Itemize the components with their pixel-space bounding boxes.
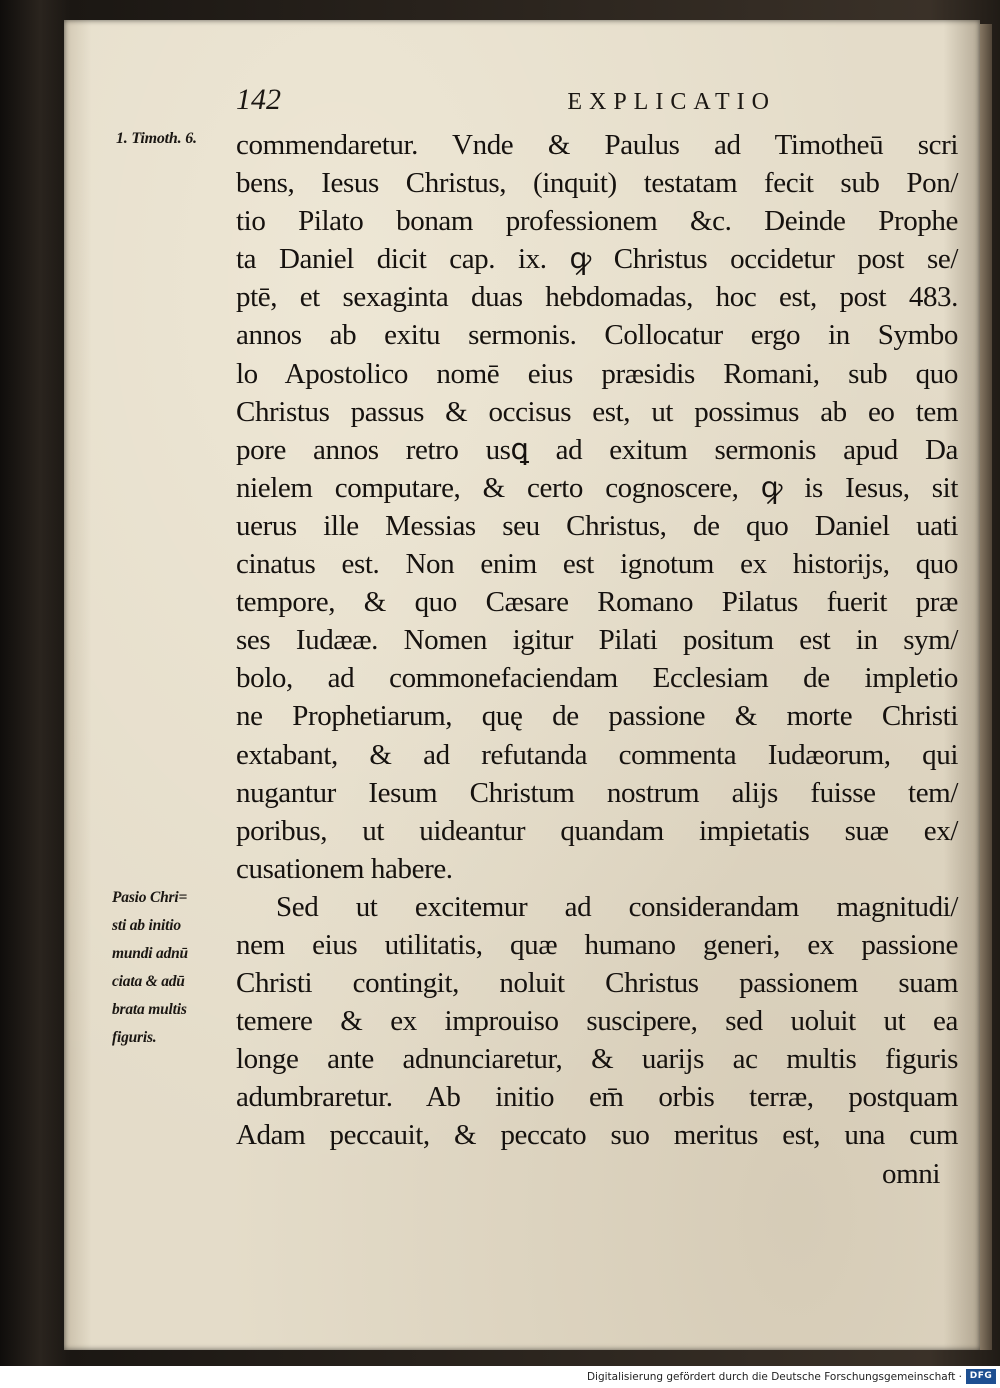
text-line: pore annos retro usꝗ ad exitum sermonis apud Da	[236, 433, 958, 466]
text-line: tempore, & quo Cæsare Romano Pilatus fuerit præ	[236, 586, 958, 619]
page-number: 142	[236, 83, 281, 116]
dfg-logo-icon: DFG	[966, 1369, 996, 1384]
main-text-block	[236, 126, 958, 1193]
text-line: bens, Iesus Christus, (inquit) testatam fecit sub Pon/	[236, 167, 958, 200]
text-line: nielem computare, & certo cognoscere, ꝙ is Iesus, sit	[236, 471, 958, 504]
marginal-note-line: figuris.	[112, 1029, 157, 1046]
marginal-note-line: brata multis	[112, 1001, 187, 1018]
book-edge	[978, 24, 992, 1350]
text-line: adumbraretur. Ab initio em̄ orbis terræ, postquam	[236, 1081, 958, 1114]
text-line: annos ab exitu sermonis. Collocatur ergo in Symbo	[236, 319, 958, 352]
marginal-note-line: sti ab initio	[112, 917, 181, 934]
marginal-note-line: ciata & adū	[112, 973, 185, 990]
text-line: extabant, & ad refutanda commenta Iudæorum, qui	[236, 738, 958, 771]
digitization-credit: Digitalisierung gefördert durch die Deutsche Forschungsgemeinschaft ·	[586, 1371, 962, 1383]
text-line: commendaretur. Vnde & Paulus ad Timotheū scri	[236, 129, 958, 161]
running-title: EXPLICATIO	[567, 89, 776, 115]
text-line: ses Iudææ. Nomen igitur Pilati positum est in sym/	[236, 624, 958, 657]
text-line: temere & ex improuiso suscipere, sed uoluit ut ea	[236, 1005, 958, 1038]
text-line: nem eius utilitatis, quæ humano generi, ex passione	[236, 928, 958, 961]
text-line: Sed ut excitemur ad considerandam magnitudi/	[276, 890, 958, 923]
text-line: cinatus est. Non enim est ignotum ex historijs, quo	[236, 548, 958, 581]
catchword: omni	[881, 1157, 940, 1190]
text-line: poribus, ut uideantur quandam impietatis suæ ex/	[236, 814, 958, 847]
text-line: ne Prophetiarum, quę de passione & morte Christi	[236, 700, 958, 733]
text-line: Adam peccauit, & peccato suo meritus est, una cum	[236, 1119, 958, 1152]
marginal-note-line: Pasio Chri=	[112, 889, 188, 906]
text-line: ta Daniel dicit cap. ix. ꝙ Christus occidetur post se/	[236, 243, 958, 276]
text-line: Christi contingit, noluit Christus passionem suam	[236, 967, 958, 1000]
text-line: nugantur Iesum Christum nostrum alijs fuisse tem/	[236, 776, 958, 809]
text-line: lo Apostolico nomē eius præsidis Romani, sub quo	[236, 357, 958, 390]
text-line: ptē, et sexaginta duas hebdomadas, hoc est, post 483.	[236, 281, 958, 314]
text-line: bolo, ad commonefaciendam Ecclesiam de impletio	[236, 662, 958, 695]
marginal-note-line: mundi adnū	[112, 945, 188, 962]
text-line: uerus ille Messias seu Christus, de quo Daniel uati	[236, 509, 958, 542]
text-line: longe ante adnunciaretur, & uarijs ac multis figuris	[236, 1043, 958, 1076]
text-line: cusationem habere.	[236, 852, 453, 885]
running-head	[236, 80, 776, 124]
marginal-reference-timothy: 1. Timoth. 6.	[116, 130, 197, 147]
footer-bar	[0, 1366, 1000, 1388]
text-line: tio Pilato bonam professionem &c. Deinde Prophe	[236, 205, 958, 238]
text-line: Christus passus & occisus est, ut possimus ab eo tem	[236, 395, 958, 428]
marginal-note-passion	[112, 884, 230, 1052]
